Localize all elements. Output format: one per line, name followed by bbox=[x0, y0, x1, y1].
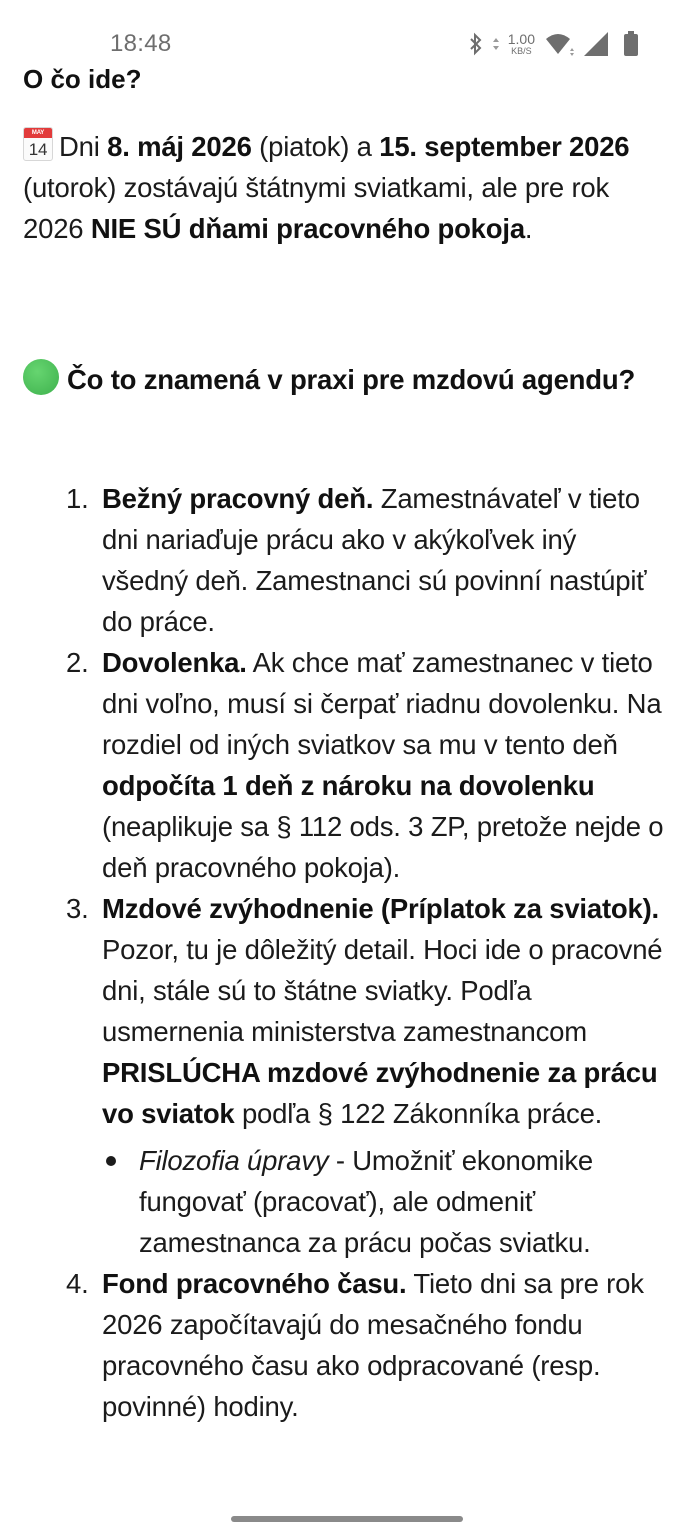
status-icons bbox=[468, 28, 639, 60]
status-time: 18:48 bbox=[110, 30, 172, 57]
numbered-list bbox=[0, 478, 691, 1427]
list-item: 3. Mzdové zvýhodnenie (Príplatok za sviatok). Pozor, tu je dôležitý detail. Hoci ide o pracovné dni, stále sú to štátne sviatky. Podľa usmernenia ministerstva zamestnancom PRISLÚCHA mzdové zvýhodnenie za prácu vo sviatok podľa § 122 Zákonníka práce. Filozofia úpravy - Umožniť ekonomike fungovať (pracovať), ale odmeniť zamestnanca za prácu počas sviatku. bbox=[0, 888, 691, 1263]
intro-paragraph: MAY 14 Dni 8. máj 2026 (piatok) a 15. september 2026 (utorok) zostávajú štátnymi sviatkami, ale pre rok 2026 NIE SÚ dňami pracovného pokoja. bbox=[23, 126, 673, 249]
bullet-icon bbox=[106, 1156, 116, 1166]
list-item: 1. Bežný pracovný deň. Zamestnávateľ v tieto dni nariaďuje prácu ako v akýkoľvek iný všedný deň. Zamestnanci sú povinní nastúpiť do práce. bbox=[66, 483, 647, 637]
data-arrows-icon bbox=[492, 37, 500, 51]
list-item: 2. Dovolenka. Ak chce mať zamestnanec v tieto dni voľno, musí si čerpať riadnu dovolenku. Na rozdiel od iných sviatkov sa mu v tento deň odpočíta 1 deň z nároku na dovolenku (neaplikuje sa § 112 ods. 3 ZP, pretože nejde o deň pracovného pokoja). bbox=[66, 647, 664, 883]
section-heading: Čo to znamená v praxi pre mzdovú agendu? bbox=[23, 359, 663, 400]
wifi-icon bbox=[545, 32, 575, 56]
calendar-icon: MAY 14 bbox=[23, 127, 53, 161]
battery-icon bbox=[623, 31, 639, 57]
bluetooth-icon bbox=[468, 32, 484, 56]
bullet-list bbox=[102, 1140, 667, 1263]
list-item: 4. Fond pracovného času. Tieto dni sa pre rok 2026 započítavajú do mesačného fondu pracovného času ako odpracované (resp. povinné) hodiny. bbox=[66, 1268, 644, 1422]
home-indicator[interactable] bbox=[231, 1516, 463, 1522]
network-speed: 1.00 KB/S bbox=[507, 31, 535, 56]
green-circle-icon bbox=[23, 359, 59, 395]
cell-signal-icon bbox=[583, 31, 609, 57]
section-heading-partial: O čo ide? bbox=[23, 64, 142, 89]
status-bar bbox=[0, 0, 691, 80]
bullet-item: Filozofia úpravy - Umožniť ekonomike fungovať (pracovať), ale odmeniť zamestnanca za prácu počas sviatku. bbox=[102, 1140, 667, 1263]
